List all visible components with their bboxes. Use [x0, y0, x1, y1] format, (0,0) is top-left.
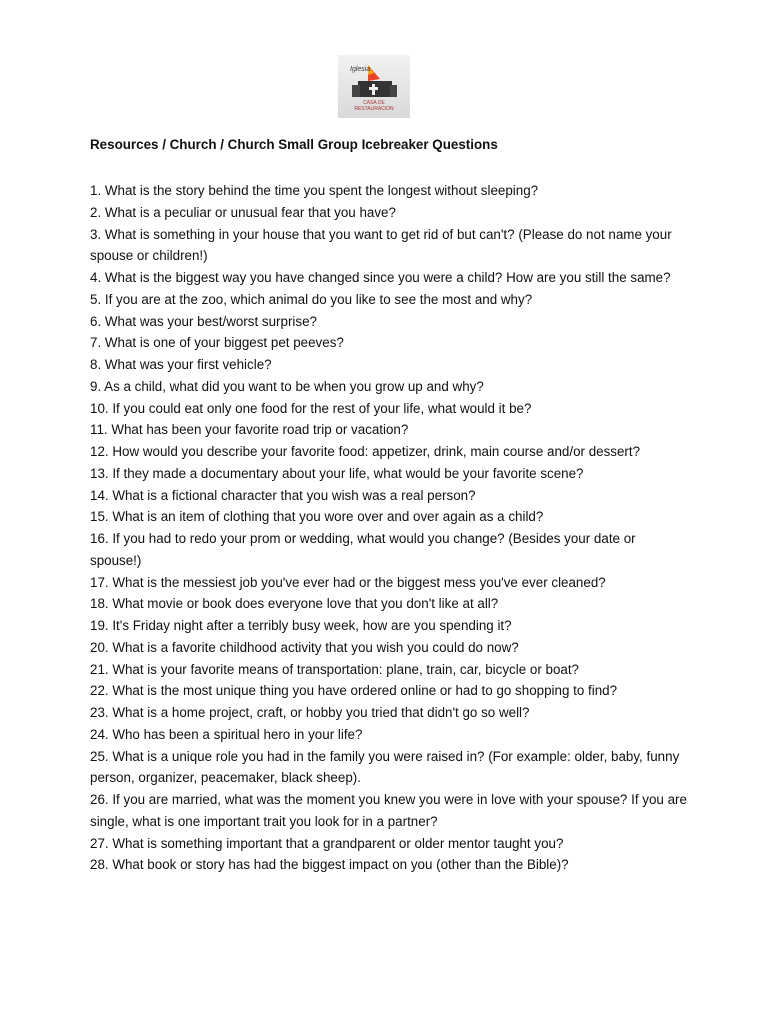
church-logo: [338, 55, 410, 118]
breadcrumb-title: Resources / Church / Church Small Group Icebreaker Questions: [90, 137, 498, 152]
question-item: 1. What is the story behind the time you spent the longest without sleeping?: [90, 183, 539, 198]
question-item: 3. What is something in your house that you want to get rid of but can't? (Please do not name your spouse or children!): [90, 226, 672, 264]
question-item: 2. What is a peculiar or unusual fear that you have?: [90, 204, 396, 220]
svg-text:CASA DE: CASA DE: [363, 100, 385, 106]
question-item: 19. It's Friday night after a terribly busy week, how are you spending it?: [90, 618, 512, 633]
question-item: 17. What is the messiest job you've ever had or the biggest mess you've ever cleaned?: [90, 574, 606, 590]
svg-text:Iglesia: Iglesia: [350, 66, 371, 73]
question-item: 13. If they made a documentary about your life, what would be your favorite scene?: [90, 465, 584, 481]
question-item: 14. What is a fictional character that you wish was a real person?: [90, 487, 476, 503]
question-item: 8. What was your first vehicle?: [90, 357, 272, 372]
question-item: 24. Who has been a spiritual hero in your life?: [90, 726, 363, 742]
question-item: 6. What was your best/worst surprise?: [90, 313, 317, 329]
question-item: 12. How would you describe your favorite food: appetizer, drink, main course and/or dessert?: [90, 444, 641, 459]
question-item: 27. What is something important that a grandparent or older mentor taught you?: [90, 835, 564, 851]
question-item: 23. What is a home project, craft, or hobby you tried that didn't go so well?: [90, 705, 530, 720]
question-item: 11. What has been your favorite road trip or vacation?: [90, 422, 409, 438]
question-item: 4. What is the biggest way you have changed since you were a child? How are you still the same?: [90, 270, 671, 285]
question-item: 7. What is one of your biggest pet peeves?: [90, 335, 344, 351]
svg-text:RESTAURACION: RESTAURACION: [354, 106, 394, 112]
question-item: 5. If you are at the zoo, which animal do you like to see the most and why?: [90, 291, 533, 307]
question-item: 25. What is a unique role you had in the family you were raised in? (For example: older, baby, funny person, organizer, peacemaker, black sheep).: [90, 748, 680, 786]
question-item: 20. What is a favorite childhood activity that you wish you could do now?: [90, 639, 519, 655]
question-item: 22. What is the most unique thing you have ordered online or had to go shopping to find?: [90, 683, 618, 699]
question-item: 16. If you had to redo your prom or wedding, what would you change? (Besides your date or spouse!): [90, 531, 636, 568]
question-list: [90, 180, 690, 876]
question-item: 18. What movie or book does everyone love that you don't like at all?: [90, 596, 499, 612]
question-item: 26. If you are married, what was the moment you knew you were in love with your spouse? If you are single, what is one important trait you look for in a partner?: [90, 792, 687, 829]
question-item: 10. If you could eat only one food for the rest of your life, what would it be?: [90, 400, 532, 416]
question-item: 28. What book or story has had the biggest impact on you (other than the Bible)?: [90, 857, 569, 873]
question-item: 9. As a child, what did you want to be when you grow up and why?: [90, 378, 484, 394]
question-item: 15. What is an item of clothing that you wore over and over again as a child?: [90, 509, 544, 525]
question-item: 21. What is your favorite means of transportation: plane, train, car, bicycle or boat?: [90, 661, 580, 677]
